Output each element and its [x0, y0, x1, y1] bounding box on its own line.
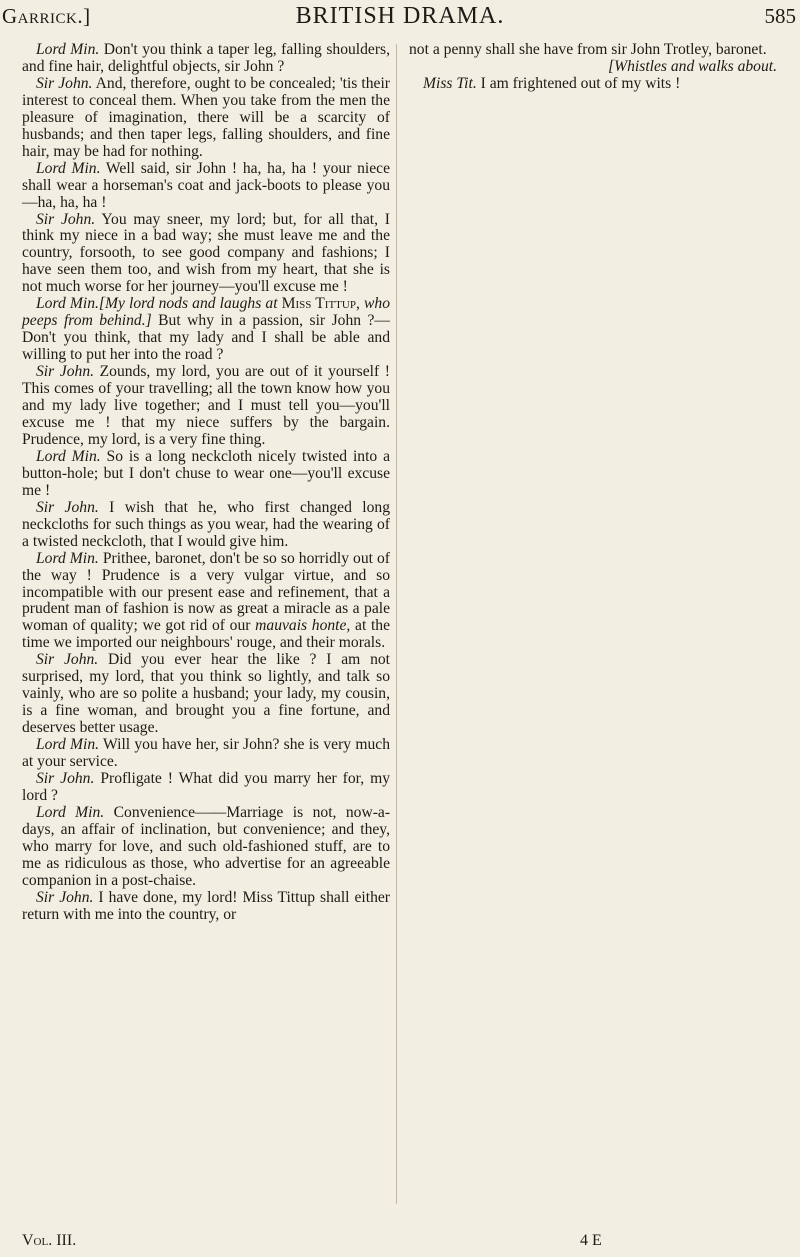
signature-mark: 4 E — [580, 1232, 602, 1249]
speech-text: at the time we imported our neighbours' rouge, and their morals. — [22, 617, 390, 652]
speech-paragraph — [22, 737, 390, 771]
left-column — [22, 42, 390, 924]
speaker-name: Lord Min. — [36, 736, 100, 754]
speaker-name: Lord Min. — [36, 803, 105, 821]
right-column — [409, 42, 777, 93]
stage-direction: [My lord nods and laughs at — [98, 295, 282, 313]
foreign-phrase: mauvais honte, — [255, 617, 351, 635]
speech-text: And, therefore, ought to be concealed; 'tis their interest to conceal them. When you take from the men the pleasure of imagination, there will be a scarcity of husbands; and then taper legs, falling shoulders, and fine hair, may be had for nothing. — [22, 74, 390, 160]
running-head-title: BRITISH DRAMA. — [295, 3, 505, 29]
speech-text: I am frightened out of my wits ! — [476, 74, 681, 92]
speech-paragraph — [22, 771, 390, 805]
speech-paragraph — [22, 551, 390, 653]
speech-paragraph — [22, 805, 390, 890]
speech-paragraph — [22, 890, 390, 924]
speech-text: Zounds, my lord, you are out of it yourself ! This comes of your travelling; all the town know how you and my lady live together; and I must tell you—you'll excuse me ! that my niece suffers by the bargain. Prudence, my lord, is a very fine thing. — [22, 363, 390, 448]
speech-text: Profligate ! What did you marry her for, my lord ? — [22, 769, 390, 804]
speech-text: Will you have her, sir John? she is very much at your service. — [22, 736, 391, 771]
speaker-name: Lord Min. — [36, 295, 99, 313]
speaker-name: Sir John. — [36, 498, 99, 516]
character-name: Miss Tittup, — [281, 295, 360, 313]
speech-paragraph — [22, 296, 390, 364]
speech-paragraph — [22, 500, 390, 551]
speaker-name: Sir John. — [36, 651, 99, 669]
speech-paragraph — [22, 364, 390, 449]
speech-paragraph — [22, 76, 390, 161]
speech-paragraph — [409, 42, 777, 76]
speaker-name: Lord Min. — [36, 447, 101, 465]
speaker-name: Sir John. — [36, 363, 95, 381]
speech-paragraph — [22, 42, 390, 76]
speaker-name: Sir John. — [36, 769, 95, 787]
speech-text: not a penny shall she have from sir John Trotley, baronet. — [409, 41, 767, 58]
speech-text: Did you ever hear the like ? I am not surprised, my lord, that you think so lightly, and talk so vainly, who are so polite a husband; your lady, my cousin, is a fine woman, and brought you a fine fortune, and deserves better usage. — [22, 651, 390, 737]
volume-label: Vol. III. — [22, 1232, 77, 1249]
speech-text: But why in a passion, sir John ?— — [151, 312, 390, 330]
column-divider — [396, 44, 397, 1204]
speaker-name: Sir John. — [36, 74, 93, 92]
speech-text: So is a long neckcloth nicely twisted into a button-hole; but I don't chuse to wear one—you'll excuse me ! — [22, 447, 391, 499]
stage-direction: [Whistles and walks about. — [608, 57, 777, 75]
speech-paragraph — [22, 449, 390, 500]
speaker-name: Lord Min. — [36, 549, 99, 567]
page-header — [0, 0, 800, 40]
speech-text: Don't you think, that my lady and I shall be able and willing to put her into the road ? — [22, 329, 390, 364]
running-head-left: Garrick.] — [2, 4, 91, 28]
speaker-name: Miss Tit. — [423, 74, 477, 92]
speech-paragraph — [409, 76, 777, 93]
speech-text: Convenience——Marriage is not, now-a-days, an affair of inclination, but convenience; and they, who marry for love, and such old-fashioned stuff, are to me as ridiculous as those, who advertise for an agreeable companion in a post-chaise. — [22, 803, 391, 889]
speaker-name: Lord Min. — [36, 41, 100, 58]
page-number: 585 — [764, 4, 796, 28]
speech-text: You may sneer, my lord; but, for all that, I think my niece in a bad way; she must leave me and the country, forsooth, to see good company and fashions; I have seen them too, and wish from my heart, that she is not much worse for her journey—you'll excuse me ! — [22, 210, 390, 296]
speech-paragraph — [22, 652, 390, 737]
speech-text: Prithee, baronet, don't be so so horridly out of the way ! Prudence is a very vulgar virtue, and so incompatible with our present ease and refinement, that a prudent man of fashion is now as great a miracle as a pale woman of quality; we got rid of our — [22, 549, 390, 635]
speech-paragraph — [22, 161, 390, 212]
speech-text: I have done, my lord! Miss Tittup shall either return with me into the country, or — [22, 888, 390, 923]
speech-text: Don't you think a taper leg, falling shoulders, and fine hair, delightful objects, sir John ? — [22, 41, 391, 75]
speaker-name: Sir John. — [36, 888, 94, 906]
stage-direction: who peeps from behind.] — [22, 295, 390, 330]
speaker-name: Sir John. — [36, 210, 96, 228]
speech-text: I wish that he, who first changed long neckcloths for such things as you wear, had the wearing of a twisted neckcloth, that I would give him. — [22, 498, 390, 550]
speech-text: Well said, sir John ! ha, ha, ha ! your niece shall wear a horseman's coat and jack-boots to please you—ha, ha, ha ! — [22, 159, 391, 211]
speaker-name: Lord Min. — [36, 159, 101, 177]
speech-paragraph — [22, 212, 390, 297]
